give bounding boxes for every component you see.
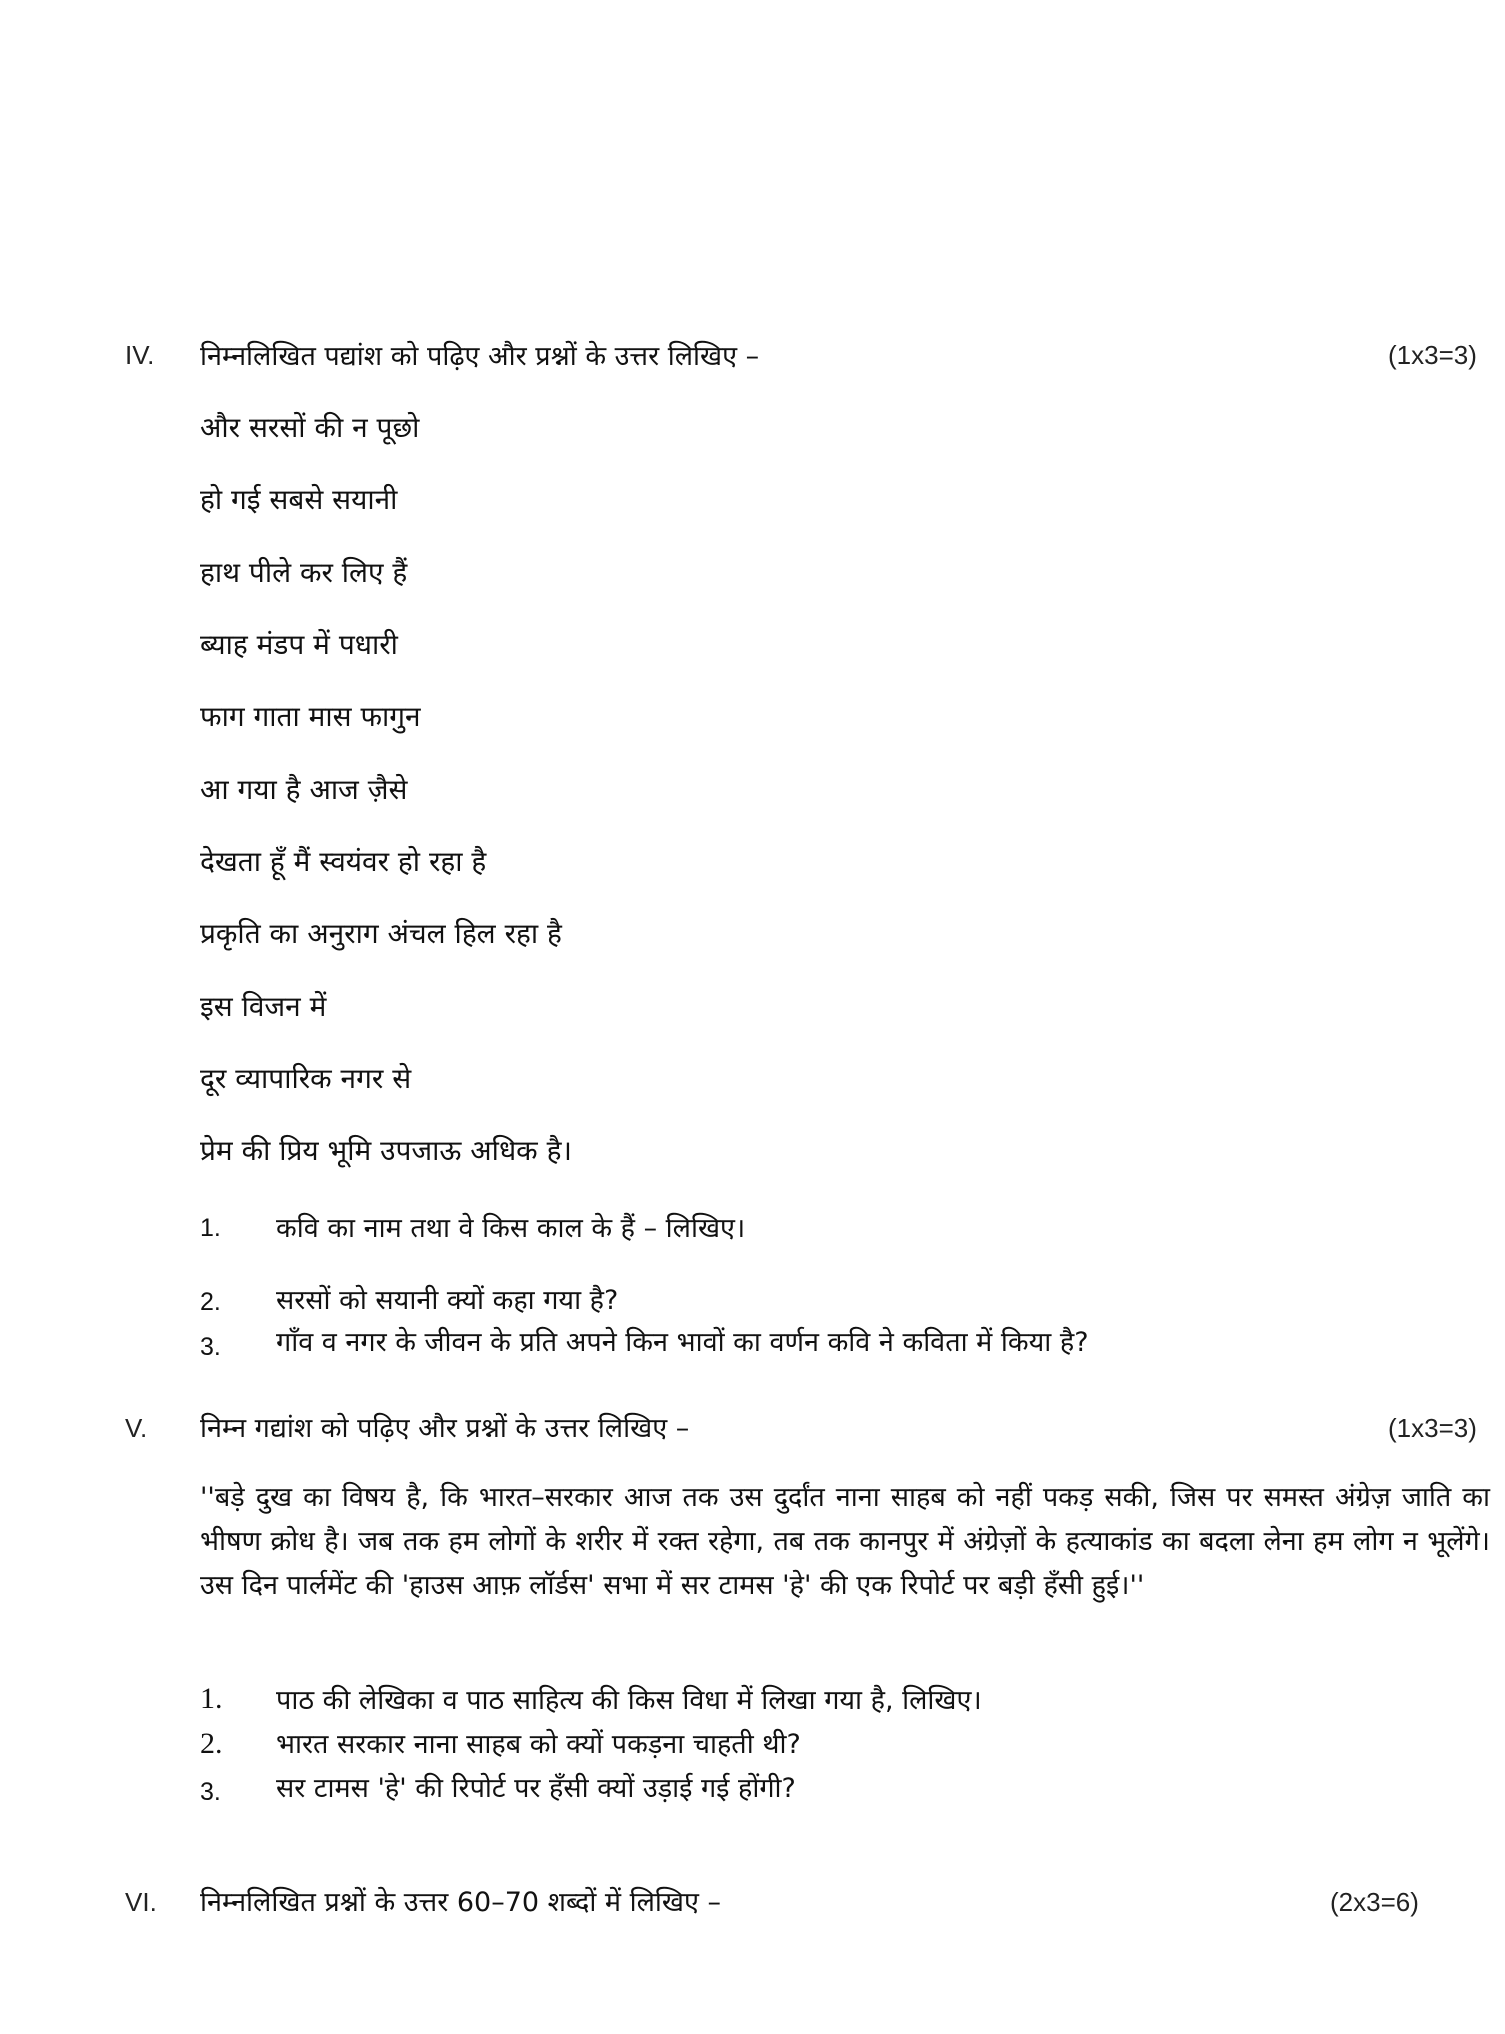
section-number: IV.: [125, 340, 155, 370]
marks-label: (1x3=3): [1388, 340, 1477, 370]
question-text: सर टामस 'हे' की रिपोर्ट पर हँसी क्यों उड़ाई गई होंगी?: [276, 1773, 796, 1804]
prose-passage: ''बड़े दुख का विषय है, कि भारत–सरकार आज तक उस दुर्दांत नाना साहब को नहीं पकड़ सकी, जिस पर समस्त अंग्रेज़ जाति का भीषण क्रोध है। जब तक हम लोगों के शरीर में रक्त रहेगा, तब तक कानपुर में अंग्रेज़ों के हत्याकांड का बदला लेना हम लोग न भूलेंगे। उस दिन पार्लमेंट की 'हाउस आफ़ लॉर्डस' सभा में सर टामस 'हे' की एक रिपोर्ट पर बड़ी हँसी हुई।'': [200, 1482, 1490, 1601]
question-text: गाँव व नगर के जीवन के प्रति अपने किन भावों का वर्णन कवि ने कविता में किया है?: [276, 1327, 1089, 1358]
poem-line: आ गया है आज ज़ैसे: [200, 773, 408, 806]
section-heading: निम्नलिखित प्रश्नों के उत्तर 60–70 शब्दों में लिखिए –: [200, 1887, 722, 1918]
poem-line: फाग गाता मास फागुन: [200, 700, 421, 733]
poem-line: हो गई सबसे सयानी: [200, 483, 398, 516]
question-number: 2.: [200, 1727, 223, 1760]
question-text: पाठ की लेखिका व पाठ साहित्य की किस विधा में लिखा गया है, लिखिए।: [276, 1685, 982, 1716]
poem-line: इस विजन में: [200, 990, 327, 1023]
poem-line: प्रकृति का अनुराग अंचल हिल रहा है: [200, 917, 562, 950]
section-number: VI.: [125, 1887, 157, 1917]
section-heading: निम्न गद्यांश को पढ़िए और प्रश्नों के उत्तर लिखिए –: [200, 1413, 690, 1444]
question-number: 2.: [200, 1288, 221, 1316]
question-number: 3.: [200, 1333, 221, 1361]
question-number: 1.: [200, 1214, 221, 1242]
question-text: सरसों को सयानी क्यों कहा गया है?: [276, 1285, 619, 1316]
poem-line: हाथ पीले कर लिए हैं: [200, 556, 408, 589]
marks-label: (2x3=6): [1330, 1887, 1419, 1917]
poem-line: दूर व्यापारिक नगर से: [200, 1062, 412, 1095]
poem-line: प्रेम की प्रिय भूमि उपजाऊ अधिक है।: [200, 1134, 573, 1167]
poem-line: देखता हूँ मैं स्वयंवर हो रहा है: [200, 845, 487, 878]
question-number: 1.: [200, 1682, 223, 1715]
question-text: भारत सरकार नाना साहब को क्यों पकड़ना चाहती थी?: [276, 1729, 801, 1760]
section-heading: निम्नलिखित पद्यांश को पढ़िए और प्रश्नों के उत्तर लिखिए –: [200, 341, 760, 372]
question-text: कवि का नाम तथा वे किस काल के हैं – लिखिए।: [276, 1213, 746, 1244]
marks-label: (1x3=3): [1388, 1413, 1477, 1443]
poem-line: और सरसों की न पूछो: [200, 411, 420, 444]
poem-line: ब्याह मंडप में पधारी: [200, 628, 398, 661]
section-number: V.: [125, 1413, 148, 1443]
question-number: 3.: [200, 1778, 221, 1806]
